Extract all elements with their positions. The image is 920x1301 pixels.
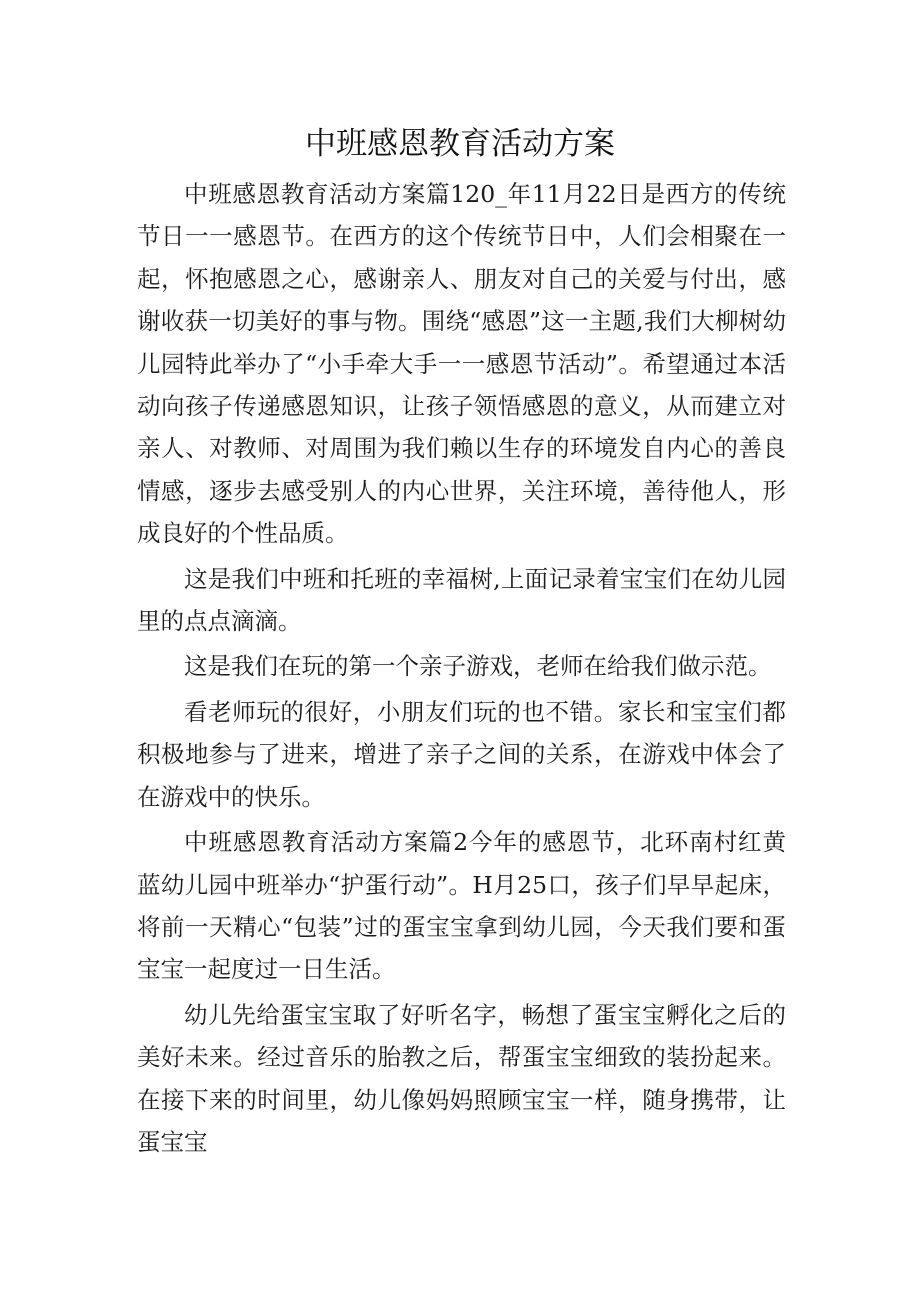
document-body — [137, 173, 786, 1166]
paragraph: 这是我们在玩的第一个亲子游戏，老师在给我们做示范。 — [184, 652, 772, 681]
paragraph: 看老师玩的很好，小朋友们玩的也不错。家长和宝宝们都积极地参与了进来，增进了亲子之间的关系，在游戏中体会了在游戏中的快乐。 — [137, 697, 786, 811]
paragraph: 这是我们中班和托班的幸福树,上面记录着宝宝们在幼儿园里的点点滴滴。 — [137, 564, 786, 636]
paragraph: 中班感恩教育活动方案篇2今年的感恩节，北环南村红黄蓝幼儿园中班举办“护蛋行动”。H月25口，孩子们早早起床，将前一天精心“包装”过的蛋宝宝拿到幼儿园，今天我们要和蛋宝宝一起度过一日生活。 — [137, 828, 786, 984]
document-title: 中班感恩教育活动方案 — [305, 126, 615, 162]
paragraph: 中班感恩教育活动方案篇120_年11月22日是西方的传统节日一一感恩节。在西方的这个传统节日中，人们会相聚在一起，怀抱感恩之心，感谢亲人、朋友对自己的关爱与付出，感谢收获一切美好的事与物。围绕“感恩”这一主题,我们大柳树幼儿园特此举办了“小手牵大手一一感恩节活动”。希望通过本活动向孩子传递感恩知识，让孩子领悟感恩的意义，从而建立对亲人、对教师、对周围为我们赖以生存的环境发自内心的善良情感，逐步去感受别人的内心世界，关注环境，善待他人，形成良好的个性品质。 — [137, 180, 786, 548]
paragraph: 幼儿先给蛋宝宝取了好听名字，畅想了蛋宝宝孵化之后的美好未来。经过音乐的胎教之后，帮蛋宝宝细致的装扮起来。在接下来的时间里，幼儿像妈妈照顾宝宝一样，随身携带，让蛋宝宝 — [137, 1000, 786, 1156]
